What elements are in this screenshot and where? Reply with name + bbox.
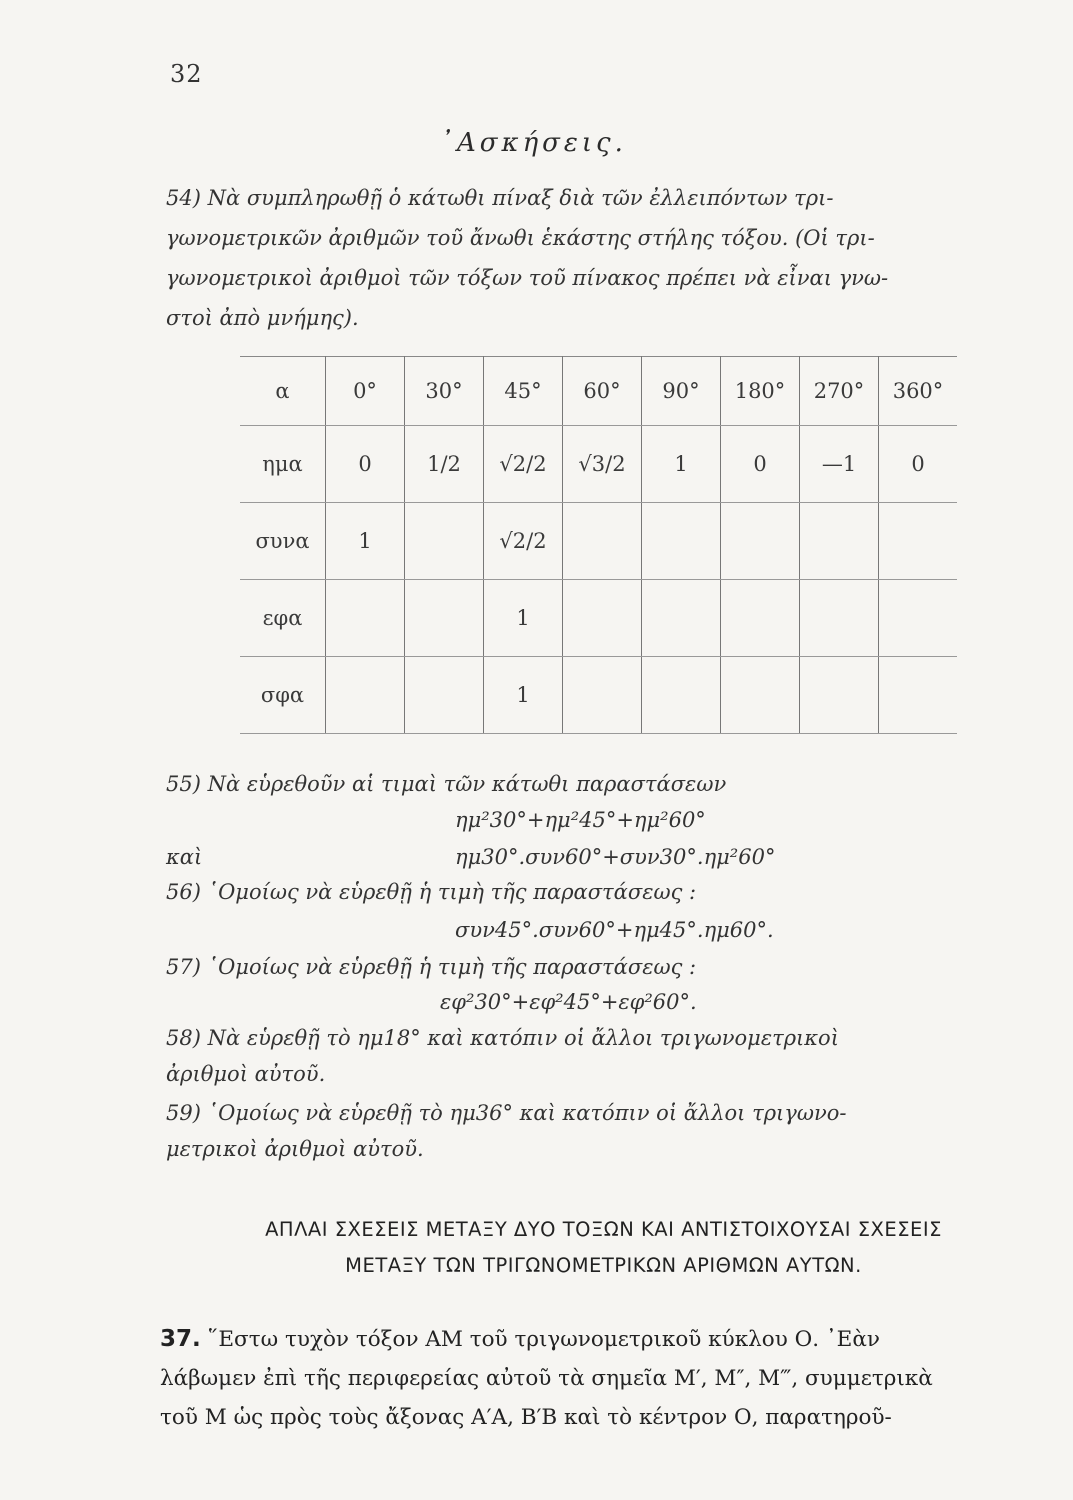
table-cell: 1 [326,503,405,580]
table-cell [721,657,800,734]
table-cell [879,503,958,580]
table-cell [879,657,958,734]
page-number: 32 [170,60,203,88]
exercise-56-formula: συν45°.συν60°+ημ45°.ημ60°. [455,918,774,942]
exercise-54-line: γωνομετρικοὶ ἀριθμοὶ τῶν τόξων τοῦ πίνακος πρέπει νὰ εἶναι γνω- [166,266,889,290]
table-cell [563,503,642,580]
section-heading-line-2: ΜΕΤΑΞΥ ΤΩΝ ΤΡΙΓΩΝΟΜΕΤΡΙΚΩΝ ΑΡΙΘΜΩΝ ΑΥΤΩΝ. [345,1254,862,1277]
exercise-57-text: 57) ῾Ομοίως νὰ εὑρεθῇ ἡ τιμὴ τῆς παραστάσεως : [166,955,697,979]
table-cell [405,580,484,657]
table-cell [405,657,484,734]
paragraph-number: 37. [160,1326,201,1352]
table-cell: ημα [240,426,326,503]
table-cell [721,580,800,657]
table-cell: 360° [879,357,958,426]
section-heading-line-1: ΑΠΛΑΙ ΣΧΕΣΕΙΣ ΜΕΤΑΞΥ ΔΥΟ ΤΟΞΩΝ ΚΑΙ ΑΝΤΙΣΤΟΙΧΟΥΣΑΙ ΣΧΕΣΕΙΣ [265,1218,942,1241]
table-cell: 60° [563,357,642,426]
table-cell: —1 [800,426,879,503]
exercise-55-formula-1: ημ²30°+ημ²45°+ημ²60° [455,808,706,832]
table-cell [642,503,721,580]
table-cell [721,503,800,580]
table-row [240,503,957,580]
table-cell: 0 [879,426,958,503]
exercise-59-line-2: μετρικοὶ ἀριθμοὶ αὐτοῦ. [166,1137,424,1161]
trig-values-table [240,356,957,734]
exercise-54-line: γωνομετρικῶν ἀριθμῶν τοῦ ἄνωθι ἑκάστης στήλης τόξου. (Οἱ τρι- [166,226,875,250]
table-cell [800,503,879,580]
table-cell: 45° [484,357,563,426]
exercise-55-text: 55) Νὰ εὑρεθοῦν αἱ τιμαὶ τῶν κάτωθι παραστάσεων [166,772,727,796]
exercise-58-line-2: ἀριθμοὶ αὐτοῦ. [166,1062,326,1086]
table-cell: 0° [326,357,405,426]
table-cell: √2/2 [484,503,563,580]
paragraph-37-line [160,1320,1044,1359]
paragraph-37-line: λάβωμεν ἐπὶ τῆς περιφερείας αὐτοῦ τὰ σημεῖα Μ′, Μ″, Μ‴, συμμετρικὰ [160,1366,933,1391]
exercise-58-line-1: 58) Νὰ εὑρεθῇ τὸ ημ18° καὶ κατόπιν οἱ ἄλλοι τριγωνομετρικοὶ [166,1026,839,1050]
table-cell: 1 [642,426,721,503]
exercise-54 [166,178,936,338]
table-cell: √3/2 [563,426,642,503]
table-cell [326,657,405,734]
table-cell [563,657,642,734]
exercise-56-text: 56) ῾Ομοίως νὰ εὑρεθῇ ἡ τιμὴ τῆς παραστάσεως : [166,880,697,904]
table-cell: 90° [642,357,721,426]
paragraph-37-text: ῞Εστω τυχὸν τόξον ΑΜ τοῦ τριγωνομετρικοῦ κύκλου Ο. ᾿Εὰν [207,1327,880,1352]
paragraph-37-line: τοῦ Μ ὡς πρὸς τοὺς ἄξονας Α′Α, Β′Β καὶ τὸ κέντρον Ο, παρατηροῦ- [160,1405,892,1430]
section-title: ᾿Ασκήσεις. [440,128,627,158]
exercise-55-formula-2: ημ30°.συν60°+συν30°.ημ²60° [455,845,776,869]
table-cell: 180° [721,357,800,426]
table-cell: 1 [484,580,563,657]
table-cell [879,580,958,657]
exercise-54-line: στοὶ ἀπὸ μνήμης). [166,306,359,330]
table-cell: 30° [405,357,484,426]
table-cell [800,657,879,734]
table-cell: 1 [484,657,563,734]
table-cell: 0 [721,426,800,503]
table-cell: 270° [800,357,879,426]
paragraph-37 [160,1320,1044,1437]
table-cell [405,503,484,580]
exercise-57-formula: εφ²30°+εφ²45°+εφ²60°. [440,990,697,1014]
exercise-54-line: 54) Νὰ συμπληρωθῇ ὁ κάτωθι πίναξ διὰ τῶν ἐλλειπόντων τρι- [166,186,834,210]
table-cell [563,580,642,657]
table-row [240,580,957,657]
table-cell: α [240,357,326,426]
exercise-59-line-1: 59) ῾Ομοίως νὰ εὑρεθῇ τὸ ημ36° καὶ κατόπιν οἱ ἄλλοι τριγωνο- [166,1101,847,1125]
table-cell: συνα [240,503,326,580]
table-row [240,426,957,503]
table-row [240,657,957,734]
table-header-row [240,357,957,426]
exercise-55-kai: καὶ [166,845,203,869]
table-cell [326,580,405,657]
table-cell: 0 [326,426,405,503]
table-cell: σφα [240,657,326,734]
table-cell [642,580,721,657]
table-cell: √2/2 [484,426,563,503]
table-cell: εφα [240,580,326,657]
table-cell [800,580,879,657]
table-cell [642,657,721,734]
table-cell: 1/2 [405,426,484,503]
